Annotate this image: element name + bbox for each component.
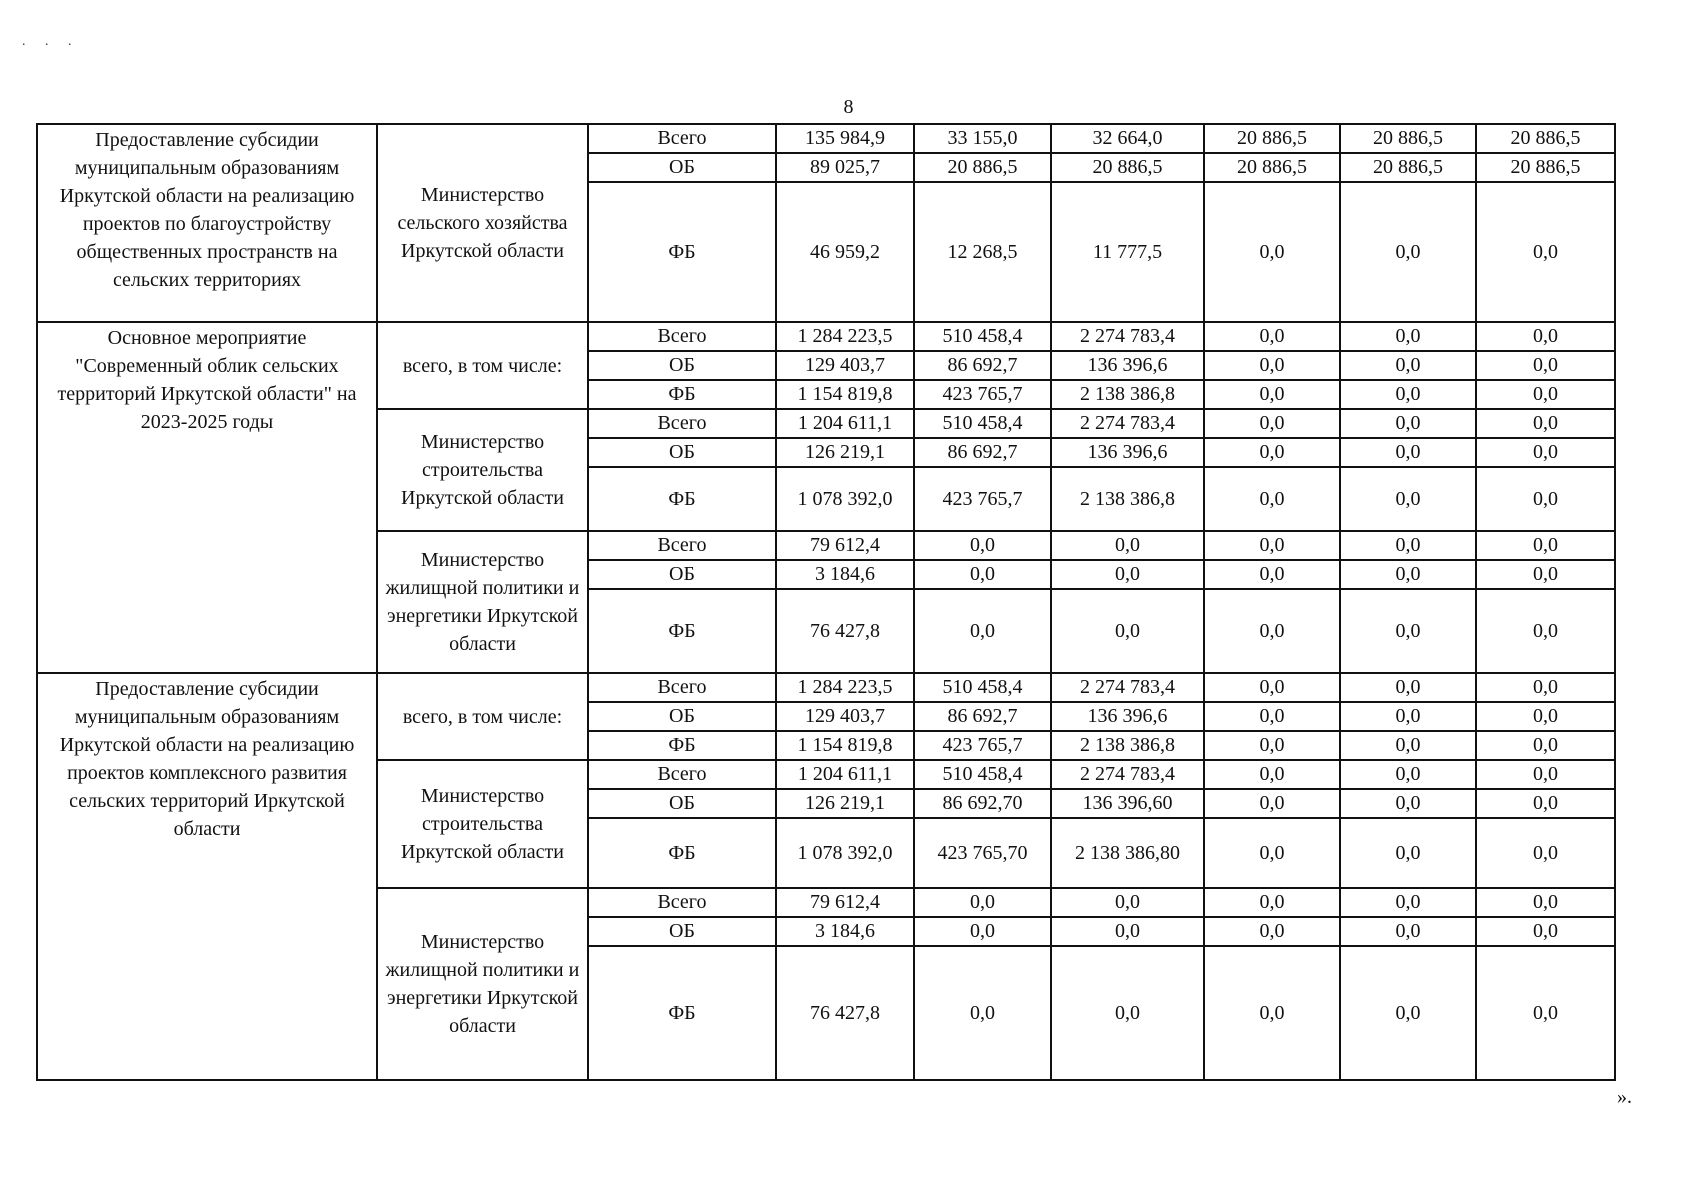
amount-cell: 2 274 783,4 [1051,673,1204,702]
amount-cell: 86 692,7 [914,438,1051,467]
amount-cell: 0,0 [1204,917,1340,946]
funding-source-cell: ОБ [588,702,776,731]
amount-cell: 0,0 [1476,380,1615,409]
funding-source-cell: Всего [588,888,776,917]
amount-cell: 129 403,7 [776,351,914,380]
amount-cell: 79 612,4 [776,888,914,917]
measure-name-cell: Основное мероприятие "Современный облик сельских территорий Иркутской области" на 2023-2025 годы [37,322,377,673]
amount-cell: 2 138 386,8 [1051,467,1204,531]
amount-cell: 0,0 [914,560,1051,589]
amount-cell: 0,0 [1476,351,1615,380]
amount-cell: 126 219,1 [776,438,914,467]
amount-cell: 20 886,5 [1051,153,1204,182]
amount-cell: 423 765,7 [914,380,1051,409]
funding-source-cell: ФБ [588,589,776,673]
amount-cell: 510 458,4 [914,409,1051,438]
scan-artifact-dots: . . . [22,34,80,49]
amount-cell: 0,0 [1340,731,1476,760]
funding-source-cell: Всего [588,124,776,153]
amount-cell: 0,0 [1340,351,1476,380]
amount-cell: 0,0 [1340,917,1476,946]
amount-cell: 32 664,0 [1051,124,1204,153]
amount-cell: 136 396,6 [1051,438,1204,467]
amount-cell: 1 078 392,0 [776,818,914,888]
amount-cell: 2 274 783,4 [1051,760,1204,789]
amount-cell: 0,0 [1204,322,1340,351]
amount-cell: 0,0 [1476,888,1615,917]
amount-cell: 0,0 [1204,560,1340,589]
amount-cell: 0,0 [1476,917,1615,946]
funding-source-cell: ОБ [588,438,776,467]
funding-source-cell: ОБ [588,789,776,818]
amount-cell: 2 274 783,4 [1051,409,1204,438]
amount-cell: 3 184,6 [776,917,914,946]
amount-cell: 0,0 [1476,789,1615,818]
amount-cell: 0,0 [1476,322,1615,351]
funding-source-cell: Всего [588,409,776,438]
amount-cell: 0,0 [1204,760,1340,789]
amount-cell: 0,0 [1340,409,1476,438]
amount-cell: 136 396,6 [1051,351,1204,380]
funding-source-cell: ОБ [588,351,776,380]
amount-cell: 20 886,5 [1340,153,1476,182]
executor-cell: Министерство сельского хозяйства Иркутской области [377,124,588,322]
executor-cell: Министерство строительства Иркутской области [377,409,588,531]
funding-source-cell: Всего [588,531,776,560]
amount-cell: 423 765,70 [914,818,1051,888]
amount-cell: 136 396,60 [1051,789,1204,818]
amount-cell: 0,0 [1476,560,1615,589]
amount-cell: 129 403,7 [776,702,914,731]
amount-cell: 20 886,5 [1476,153,1615,182]
executor-cell: Министерство жилищной политики и энергетики Иркутской области [377,531,588,673]
funding-source-cell: ФБ [588,731,776,760]
amount-cell: 0,0 [914,917,1051,946]
amount-cell: 0,0 [1051,560,1204,589]
amount-cell: 0,0 [1340,702,1476,731]
budget-table-body [37,124,1615,1080]
amount-cell: 0,0 [914,888,1051,917]
amount-cell: 0,0 [1204,818,1340,888]
amount-cell: 510 458,4 [914,760,1051,789]
amount-cell: 0,0 [1476,531,1615,560]
funding-source-cell: ФБ [588,946,776,1080]
amount-cell: 3 184,6 [776,560,914,589]
amount-cell: 510 458,4 [914,322,1051,351]
amount-cell: 0,0 [1204,467,1340,531]
amount-cell: 0,0 [1204,888,1340,917]
funding-source-cell: Всего [588,760,776,789]
amount-cell: 76 427,8 [776,946,914,1080]
amount-cell: 0,0 [914,946,1051,1080]
amount-cell: 20 886,5 [1204,124,1340,153]
amount-cell: 0,0 [1204,531,1340,560]
amount-cell: 46 959,2 [776,182,914,322]
funding-source-cell: ФБ [588,818,776,888]
amount-cell: 0,0 [1340,560,1476,589]
amount-cell: 0,0 [1051,946,1204,1080]
amount-cell: 0,0 [1476,702,1615,731]
amount-cell: 0,0 [1340,888,1476,917]
amount-cell: 79 612,4 [776,531,914,560]
amount-cell: 20 886,5 [1340,124,1476,153]
amount-cell: 0,0 [1204,946,1340,1080]
executor-cell: всего, в том числе: [377,673,588,760]
amount-cell: 0,0 [1340,380,1476,409]
amount-cell: 0,0 [1340,438,1476,467]
amount-cell: 0,0 [1204,409,1340,438]
amount-cell: 12 268,5 [914,182,1051,322]
amount-cell: 0,0 [1051,531,1204,560]
amount-cell: 423 765,7 [914,731,1051,760]
amount-cell: 0,0 [1051,917,1204,946]
funding-source-cell: ОБ [588,560,776,589]
amount-cell: 0,0 [1204,438,1340,467]
amount-cell: 0,0 [1476,731,1615,760]
amount-cell: 0,0 [1476,438,1615,467]
amount-cell: 0,0 [1476,818,1615,888]
funding-source-cell: ОБ [588,153,776,182]
amount-cell: 86 692,70 [914,789,1051,818]
amount-cell: 1 078 392,0 [776,467,914,531]
amount-cell: 0,0 [1340,322,1476,351]
amount-cell: 510 458,4 [914,673,1051,702]
executor-cell: Министерство строительства Иркутской области [377,760,588,888]
amount-cell: 0,0 [1340,531,1476,560]
funding-source-cell: ОБ [588,917,776,946]
page-number: 8 [843,96,854,118]
funding-source-cell: ФБ [588,380,776,409]
amount-cell: 20 886,5 [1204,153,1340,182]
amount-cell: 0,0 [914,531,1051,560]
amount-cell: 0,0 [1204,380,1340,409]
amount-cell: 0,0 [1340,760,1476,789]
amount-cell: 1 154 819,8 [776,731,914,760]
amount-cell: 2 138 386,8 [1051,731,1204,760]
table-row [37,673,1615,702]
amount-cell: 423 765,7 [914,467,1051,531]
amount-cell: 33 155,0 [914,124,1051,153]
amount-cell: 2 138 386,8 [1051,380,1204,409]
amount-cell: 0,0 [1204,351,1340,380]
amount-cell: 0,0 [1476,589,1615,673]
amount-cell: 1 204 611,1 [776,760,914,789]
amount-cell: 0,0 [1340,589,1476,673]
amount-cell: 0,0 [1204,589,1340,673]
amount-cell: 0,0 [1204,731,1340,760]
amount-cell: 76 427,8 [776,589,914,673]
amount-cell: 0,0 [1204,789,1340,818]
amount-cell: 1 204 611,1 [776,409,914,438]
amount-cell: 86 692,7 [914,351,1051,380]
funding-source-cell: ФБ [588,467,776,531]
amount-cell: 0,0 [1051,888,1204,917]
amount-cell: 0,0 [1476,946,1615,1080]
executor-cell: всего, в том числе: [377,322,588,409]
table-row [37,124,1615,153]
amount-cell: 1 154 819,8 [776,380,914,409]
amount-cell: 136 396,6 [1051,702,1204,731]
measure-name-cell: Предоставление субсидии муниципальным образованиям Иркутской области на реализацию проектов по благоустройству общественных пространств на сельских территориях [37,124,377,322]
amount-cell: 0,0 [1340,818,1476,888]
amount-cell: 0,0 [1340,673,1476,702]
executor-cell: Министерство жилищной политики и энергетики Иркутской области [377,888,588,1080]
budget-table [36,123,1616,1081]
amount-cell: 0,0 [1204,182,1340,322]
amount-cell: 0,0 [1476,673,1615,702]
closing-quote: ». [1617,1086,1632,1108]
measure-name-cell: Предоставление субсидии муниципальным образованиям Иркутской области на реализацию проектов комплексного развития сельских территорий Иркутской области [37,673,377,1080]
funding-source-cell: ФБ [588,182,776,322]
amount-cell: 0,0 [1476,182,1615,322]
amount-cell: 1 284 223,5 [776,322,914,351]
amount-cell: 20 886,5 [1476,124,1615,153]
amount-cell: 0,0 [1340,182,1476,322]
amount-cell: 0,0 [914,589,1051,673]
amount-cell: 0,0 [1476,760,1615,789]
amount-cell: 1 284 223,5 [776,673,914,702]
funding-source-cell: Всего [588,322,776,351]
amount-cell: 89 025,7 [776,153,914,182]
amount-cell: 0,0 [1476,467,1615,531]
amount-cell: 0,0 [1340,789,1476,818]
table-row [37,322,1615,351]
amount-cell: 126 219,1 [776,789,914,818]
funding-source-cell: Всего [588,673,776,702]
amount-cell: 0,0 [1051,589,1204,673]
amount-cell: 0,0 [1204,702,1340,731]
amount-cell: 0,0 [1340,467,1476,531]
amount-cell: 20 886,5 [914,153,1051,182]
amount-cell: 11 777,5 [1051,182,1204,322]
amount-cell: 0,0 [1340,946,1476,1080]
amount-cell: 0,0 [1204,673,1340,702]
amount-cell: 2 274 783,4 [1051,322,1204,351]
amount-cell: 2 138 386,80 [1051,818,1204,888]
amount-cell: 135 984,9 [776,124,914,153]
amount-cell: 86 692,7 [914,702,1051,731]
amount-cell: 0,0 [1476,409,1615,438]
